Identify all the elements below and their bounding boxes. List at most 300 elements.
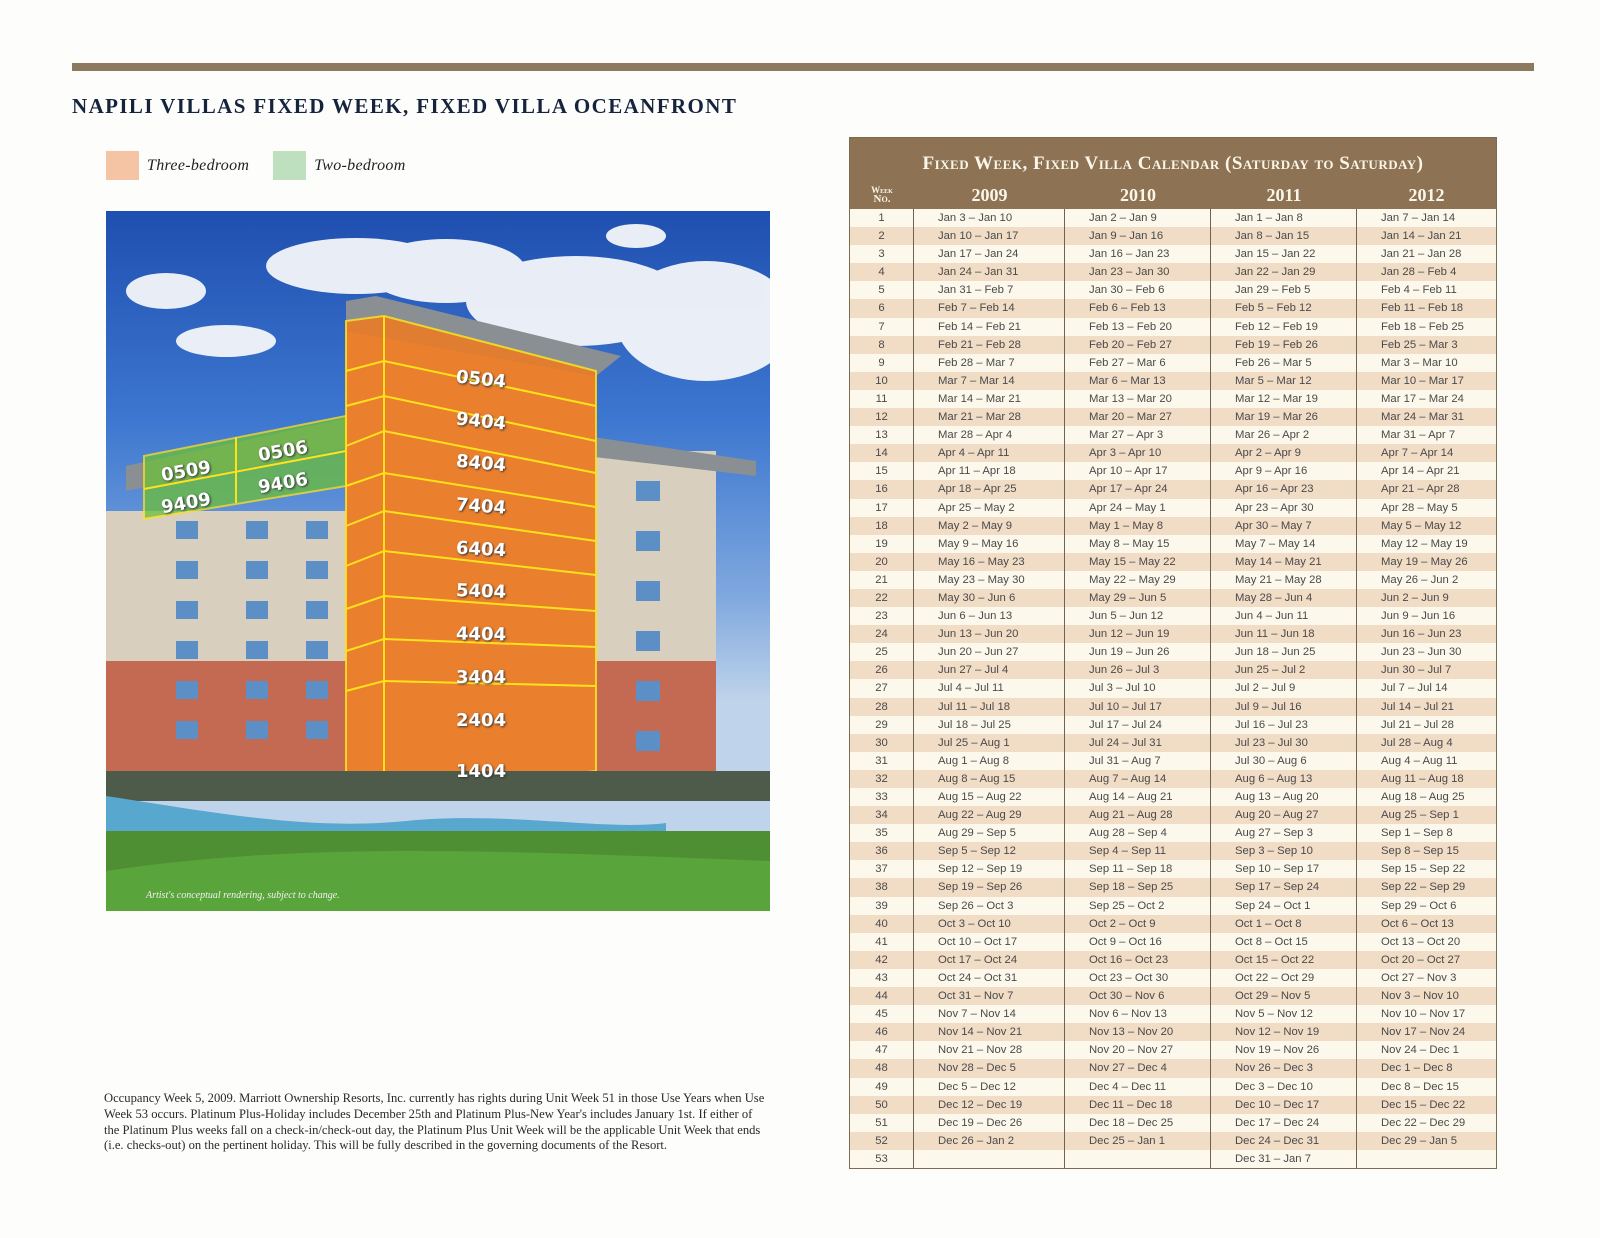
week-number-cell: 52 <box>850 1132 914 1150</box>
table-row <box>850 553 1496 571</box>
date-range-cell: Jul 7 – Jul 14 <box>1381 682 1448 695</box>
table-row <box>850 987 1496 1005</box>
week-number-cell: 13 <box>850 426 914 444</box>
date-range-cell: Jun 6 – Jun 13 <box>914 607 1065 625</box>
date-range-cell: Oct 8 – Oct 15 <box>1211 933 1357 951</box>
date-range-cell: May 12 – May 19 <box>1381 537 1468 550</box>
date-range-cell: Dec 19 – Dec 26 <box>914 1114 1065 1132</box>
date-range-cell: Jul 28 – Aug 4 <box>1381 736 1453 749</box>
date-range-cell: Jun 26 – Jul 3 <box>1065 661 1211 679</box>
legend-item-three-bedroom <box>106 151 249 180</box>
week-number-cell: 44 <box>850 987 914 1005</box>
date-range-cell: Aug 4 – Aug 11 <box>1381 754 1458 767</box>
week-number-cell: 18 <box>850 517 914 535</box>
date-range-cell: Oct 3 – Oct 10 <box>914 915 1065 933</box>
date-range-cell: Jul 10 – Jul 17 <box>1065 698 1211 716</box>
week-number-cell: 50 <box>850 1096 914 1114</box>
table-row <box>850 933 1496 951</box>
week-number-cell: 15 <box>850 462 914 480</box>
calendar-body <box>850 209 1496 1168</box>
week-number-cell: 40 <box>850 915 914 933</box>
table-row <box>850 227 1496 245</box>
date-range-cell: Jan 29 – Feb 5 <box>1211 281 1357 299</box>
table-row <box>850 372 1496 390</box>
date-range-cell: Jul 24 – Jul 31 <box>1065 734 1211 752</box>
week-number-cell: 25 <box>850 643 914 661</box>
week-number-cell: 45 <box>850 1005 914 1023</box>
building-rendering <box>106 211 770 911</box>
date-range-cell: Jan 7 – Jan 14 <box>1381 212 1456 224</box>
week-number-cell: 34 <box>850 806 914 824</box>
date-range-cell: Feb 14 – Feb 21 <box>914 318 1065 336</box>
date-range-cell: Apr 3 – Apr 10 <box>1065 444 1211 462</box>
date-range-cell: Jul 18 – Jul 25 <box>914 716 1065 734</box>
date-range-cell: Jul 9 – Jul 16 <box>1211 698 1357 716</box>
date-range-cell: Feb 12 – Feb 19 <box>1211 318 1357 336</box>
date-range-cell: Feb 20 – Feb 27 <box>1065 336 1211 354</box>
table-row <box>850 643 1496 661</box>
year-header-2011: 2011 <box>1266 185 1302 205</box>
date-range-cell: Jul 3 – Jul 10 <box>1065 679 1211 697</box>
date-range-cell: Nov 3 – Nov 10 <box>1381 990 1459 1003</box>
week-header-line: No. <box>873 193 891 205</box>
date-range-cell: Nov 13 – Nov 20 <box>1065 1023 1211 1041</box>
date-range-cell: Dec 10 – Dec 17 <box>1211 1096 1357 1114</box>
week-number-cell: 24 <box>850 625 914 643</box>
table-row <box>850 716 1496 734</box>
week-number-cell: 41 <box>850 933 914 951</box>
date-range-cell: Dec 25 – Jan 1 <box>1065 1132 1211 1150</box>
date-range-cell: Sep 18 – Sep 25 <box>1065 878 1211 896</box>
date-range-cell: Nov 19 – Nov 26 <box>1211 1041 1357 1059</box>
date-range-cell: Oct 29 – Nov 5 <box>1211 987 1357 1005</box>
date-range-cell: Aug 13 – Aug 20 <box>1211 788 1357 806</box>
footnote: Occupancy Week 5, 2009. Marriott Ownership Resorts, Inc. currently has rights during Unit Week 51 in those Use Years when Use Week 53 occurs. Platinum Plus-Holiday includes December 25th and Platinum Plus-New Year's includes January 1st. If either of the Platinum Plus weeks fall on a check-in/check-out day, the Platinum Plus Unit Week will be the applicable Unit Week that ends (i.e. checks-out) on the pertinent holiday. This will be fully described in the governing documents of the Resort. <box>104 1091 765 1153</box>
date-range-cell: Apr 7 – Apr 14 <box>1381 447 1454 460</box>
week-number-cell: 51 <box>850 1114 914 1132</box>
date-range-cell: Jul 14 – Jul 21 <box>1381 700 1454 713</box>
week-number-cell: 26 <box>850 661 914 679</box>
table-row <box>850 281 1496 299</box>
date-range-cell: Jan 10 – Jan 17 <box>914 227 1065 245</box>
date-range-cell: Jan 21 – Jan 28 <box>1381 248 1462 261</box>
date-range-cell: Sep 11 – Sep 18 <box>1065 860 1211 878</box>
unit-label: 6404 <box>455 537 507 562</box>
unit-label: 1404 <box>456 761 507 782</box>
date-range-cell: Sep 29 – Oct 6 <box>1381 899 1457 912</box>
date-range-cell: May 9 – May 16 <box>914 535 1065 553</box>
date-range-cell: Aug 18 – Aug 25 <box>1381 791 1465 803</box>
date-range-cell: May 1 – May 8 <box>1065 517 1211 535</box>
date-range-cell: Mar 24 – Mar 31 <box>1381 411 1464 424</box>
table-row <box>850 679 1496 697</box>
week-number-cell: 31 <box>850 752 914 770</box>
date-range-cell: Oct 24 – Oct 31 <box>914 969 1065 987</box>
table-row <box>850 299 1496 317</box>
date-range-cell: Mar 20 – Mar 27 <box>1065 408 1211 426</box>
table-row <box>850 1023 1496 1041</box>
rendering-caption: Artist's conceptual rendering, subject to change. <box>146 890 340 901</box>
table-row <box>850 480 1496 498</box>
date-range-cell: Jan 1 – Jan 8 <box>1211 209 1357 227</box>
date-range-cell: Feb 25 – Mar 3 <box>1381 338 1458 351</box>
date-range-cell: Oct 30 – Nov 6 <box>1065 987 1211 1005</box>
table-row <box>850 426 1496 444</box>
week-number-cell: 16 <box>850 480 914 498</box>
date-range-cell: May 2 – May 9 <box>914 517 1065 535</box>
table-row <box>850 589 1496 607</box>
date-range-cell: Mar 7 – Mar 14 <box>914 372 1065 390</box>
date-range-cell: Apr 10 – Apr 17 <box>1065 462 1211 480</box>
table-row <box>850 1005 1496 1023</box>
week-number-cell: 35 <box>850 824 914 842</box>
date-range-cell: Dec 26 – Jan 2 <box>914 1132 1065 1150</box>
date-range-cell: May 21 – May 28 <box>1211 571 1357 589</box>
table-row <box>850 698 1496 716</box>
date-range-cell: Feb 6 – Feb 13 <box>1065 299 1211 317</box>
week-number-cell: 43 <box>850 969 914 987</box>
unit-label: 4404 <box>455 623 507 646</box>
date-range-cell: Jan 16 – Jan 23 <box>1065 245 1211 263</box>
date-range-cell <box>1357 1150 1496 1168</box>
year-header-2012: 2012 <box>1408 185 1445 205</box>
table-row <box>850 752 1496 770</box>
unit-label: 0509 <box>159 456 213 487</box>
date-range-cell: Dec 1 – Dec 8 <box>1381 1062 1453 1075</box>
year-header-2010: 2010 <box>1120 185 1156 205</box>
date-range-cell: Aug 27 – Sep 3 <box>1211 824 1357 842</box>
table-row <box>850 770 1496 788</box>
date-range-cell: Jan 28 – Feb 4 <box>1381 266 1457 279</box>
date-range-cell: Dec 24 – Dec 31 <box>1211 1132 1357 1150</box>
date-range-cell: Oct 1 – Oct 8 <box>1211 915 1357 933</box>
date-range-cell: Mar 28 – Apr 4 <box>914 426 1065 444</box>
table-row <box>850 1041 1496 1059</box>
date-range-cell: Feb 26 – Mar 5 <box>1211 354 1357 372</box>
date-range-cell: Mar 19 – Mar 26 <box>1211 408 1357 426</box>
table-row <box>850 318 1496 336</box>
date-range-cell: Jul 17 – Jul 24 <box>1065 716 1211 734</box>
date-range-cell: Jul 4 – Jul 11 <box>914 679 1065 697</box>
date-range-cell: Mar 26 – Apr 2 <box>1211 426 1357 444</box>
week-number-cell: 48 <box>850 1059 914 1077</box>
date-range-cell: Jan 24 – Jan 31 <box>914 263 1065 281</box>
fixed-week-calendar-table <box>849 137 1497 1169</box>
date-range-cell: Sep 26 – Oct 3 <box>914 897 1065 915</box>
date-range-cell: Aug 29 – Sep 5 <box>914 824 1065 842</box>
date-range-cell: Nov 27 – Dec 4 <box>1065 1059 1211 1077</box>
date-range-cell: May 30 – Jun 6 <box>914 589 1065 607</box>
date-range-cell: Dec 5 – Dec 12 <box>914 1078 1065 1096</box>
week-number-cell: 47 <box>850 1041 914 1059</box>
top-divider-rule <box>72 63 1534 71</box>
date-range-cell: Jan 23 – Jan 30 <box>1065 263 1211 281</box>
calendar-title: Fixed Week, Fixed Villa Calendar (Saturday to Saturday) <box>850 138 1496 181</box>
week-number-cell: 6 <box>850 299 914 317</box>
date-range-cell: Apr 17 – Apr 24 <box>1065 480 1211 498</box>
table-row <box>850 951 1496 969</box>
unit-label: 9406 <box>256 468 310 499</box>
date-range-cell: Dec 8 – Dec 15 <box>1381 1080 1459 1093</box>
week-header-line: Week <box>871 185 893 195</box>
date-range-cell: Feb 13 – Feb 20 <box>1065 318 1211 336</box>
calendar-column-headers <box>850 181 1496 209</box>
date-range-cell: May 7 – May 14 <box>1211 535 1357 553</box>
date-range-cell: Jul 31 – Aug 7 <box>1065 752 1211 770</box>
table-row <box>850 1096 1496 1114</box>
date-range-cell: Jan 15 – Jan 22 <box>1211 245 1357 263</box>
date-range-cell: Jul 23 – Jul 30 <box>1211 734 1357 752</box>
week-number-cell: 5 <box>850 281 914 299</box>
date-range-cell: Jan 22 – Jan 29 <box>1211 263 1357 281</box>
date-range-cell: May 23 – May 30 <box>914 571 1065 589</box>
date-range-cell: Apr 24 – May 1 <box>1065 499 1211 517</box>
week-number-cell: 37 <box>850 860 914 878</box>
date-range-cell: Jan 2 – Jan 9 <box>1065 209 1211 227</box>
date-range-cell: May 14 – May 21 <box>1211 553 1357 571</box>
date-range-cell: Apr 2 – Apr 9 <box>1211 444 1357 462</box>
date-range-cell: Sep 22 – Sep 29 <box>1381 881 1466 894</box>
date-range-cell: Nov 20 – Nov 27 <box>1065 1041 1211 1059</box>
table-row <box>850 535 1496 553</box>
date-range-cell: Dec 11 – Dec 18 <box>1065 1096 1211 1114</box>
week-number-cell: 4 <box>850 263 914 281</box>
date-range-cell: Sep 10 – Sep 17 <box>1211 860 1357 878</box>
date-range-cell: Mar 13 – Mar 20 <box>1065 390 1211 408</box>
date-range-cell: Aug 21 – Aug 28 <box>1065 806 1211 824</box>
date-range-cell: Apr 21 – Apr 28 <box>1381 483 1460 496</box>
table-row <box>850 209 1496 227</box>
table-row <box>850 661 1496 679</box>
date-range-cell: Jun 18 – Jun 25 <box>1211 643 1357 661</box>
week-number-cell: 49 <box>850 1078 914 1096</box>
date-range-cell: Apr 28 – May 5 <box>1381 501 1458 514</box>
date-range-cell: Jun 2 – Jun 9 <box>1381 591 1449 604</box>
date-range-cell: Jun 16 – Jun 23 <box>1381 628 1462 641</box>
week-number-cell: 7 <box>850 318 914 336</box>
date-range-cell: Aug 15 – Aug 22 <box>914 788 1065 806</box>
date-range-cell: Nov 5 – Nov 12 <box>1211 1005 1357 1023</box>
date-range-cell: Apr 11 – Apr 18 <box>914 462 1065 480</box>
date-range-cell: Apr 25 – May 2 <box>914 499 1065 517</box>
date-range-cell: Dec 31 – Jan 7 <box>1211 1150 1357 1168</box>
date-range-cell: Mar 10 – Mar 17 <box>1381 374 1464 387</box>
table-row <box>850 969 1496 987</box>
date-range-cell: Jan 8 – Jan 15 <box>1211 227 1357 245</box>
week-number-cell: 3 <box>850 245 914 263</box>
date-range-cell: Feb 5 – Feb 12 <box>1211 299 1357 317</box>
week-number-cell: 21 <box>850 571 914 589</box>
date-range-cell: Jun 9 – Jun 16 <box>1381 610 1456 623</box>
table-row <box>850 354 1496 372</box>
date-range-cell: Oct 13 – Oct 20 <box>1381 935 1461 948</box>
week-number-cell: 32 <box>850 770 914 788</box>
date-range-cell: Jun 25 – Jul 2 <box>1211 661 1357 679</box>
unit-label: 9404 <box>455 408 508 435</box>
date-range-cell <box>914 1150 1065 1168</box>
unit-label: 7404 <box>455 494 507 519</box>
date-range-cell: Oct 23 – Oct 30 <box>1065 969 1211 987</box>
week-number-cell: 29 <box>850 716 914 734</box>
date-range-cell <box>1065 1150 1211 1168</box>
date-range-cell: Mar 14 – Mar 21 <box>914 390 1065 408</box>
two-bedroom-swatch <box>273 151 306 180</box>
date-range-cell: Aug 14 – Aug 21 <box>1065 788 1211 806</box>
date-range-cell: Oct 31 – Nov 7 <box>914 987 1065 1005</box>
date-range-cell: May 5 – May 12 <box>1381 519 1462 532</box>
date-range-cell: Apr 14 – Apr 21 <box>1381 465 1460 478</box>
week-number-cell: 39 <box>850 897 914 915</box>
date-range-cell: Oct 15 – Oct 22 <box>1211 951 1357 969</box>
date-range-cell: Jul 25 – Aug 1 <box>914 734 1065 752</box>
table-row <box>850 517 1496 535</box>
date-range-cell: Jul 11 – Jul 18 <box>914 698 1065 716</box>
date-range-cell: May 16 – May 23 <box>914 553 1065 571</box>
table-row <box>850 444 1496 462</box>
week-number-cell: 9 <box>850 354 914 372</box>
unit-label: 3404 <box>456 667 507 688</box>
week-number-cell: 11 <box>850 390 914 408</box>
date-range-cell: Apr 9 – Apr 16 <box>1211 462 1357 480</box>
date-range-cell: Mar 27 – Apr 3 <box>1065 426 1211 444</box>
three-bedroom-swatch <box>106 151 139 180</box>
date-range-cell: Sep 5 – Sep 12 <box>914 842 1065 860</box>
date-range-cell: Sep 12 – Sep 19 <box>914 860 1065 878</box>
date-range-cell: Dec 22 – Dec 29 <box>1381 1116 1466 1129</box>
date-range-cell: Sep 15 – Sep 22 <box>1381 863 1466 876</box>
table-row <box>850 571 1496 589</box>
legend-label: Three-bedroom <box>147 156 250 174</box>
week-number-cell: 20 <box>850 553 914 571</box>
unit-label: 9409 <box>159 488 213 519</box>
week-number-header <box>850 181 914 209</box>
week-number-cell: 28 <box>850 698 914 716</box>
date-range-cell: Jun 12 – Jun 19 <box>1065 625 1211 643</box>
week-number-cell: 2 <box>850 227 914 245</box>
date-range-cell: Apr 23 – Apr 30 <box>1211 499 1357 517</box>
date-range-cell: Sep 1 – Sep 8 <box>1381 827 1453 840</box>
date-range-cell: Sep 25 – Oct 2 <box>1065 897 1211 915</box>
date-range-cell: Feb 7 – Feb 14 <box>914 299 1065 317</box>
table-row <box>850 390 1496 408</box>
date-range-cell: Jul 21 – Jul 28 <box>1381 718 1454 731</box>
date-range-cell: May 22 – May 29 <box>1065 571 1211 589</box>
table-row <box>850 897 1496 915</box>
date-range-cell: Jun 20 – Jun 27 <box>914 643 1065 661</box>
week-number-cell: 23 <box>850 607 914 625</box>
date-range-cell: Sep 19 – Sep 26 <box>914 878 1065 896</box>
date-range-cell: Dec 18 – Dec 25 <box>1065 1114 1211 1132</box>
week-number-cell: 33 <box>850 788 914 806</box>
unit-label: 8404 <box>455 450 507 477</box>
date-range-cell: Dec 17 – Dec 24 <box>1211 1114 1357 1132</box>
date-range-cell: Sep 8 – Sep 15 <box>1381 845 1459 858</box>
date-range-cell: Aug 28 – Sep 4 <box>1065 824 1211 842</box>
week-number-cell: 17 <box>850 499 914 517</box>
date-range-cell: Aug 8 – Aug 15 <box>914 770 1065 788</box>
table-row <box>850 860 1496 878</box>
week-number-cell: 53 <box>850 1150 914 1168</box>
date-range-cell: Jan 3 – Jan 10 <box>914 209 1065 227</box>
date-range-cell: Oct 2 – Oct 9 <box>1065 915 1211 933</box>
date-range-cell: Dec 29 – Jan 5 <box>1381 1134 1457 1147</box>
table-row <box>850 1059 1496 1077</box>
legend <box>106 151 430 180</box>
date-range-cell: Feb 21 – Feb 28 <box>914 336 1065 354</box>
date-range-cell: Aug 11 – Aug 18 <box>1381 772 1464 785</box>
week-number-cell: 42 <box>850 951 914 969</box>
table-row <box>850 499 1496 517</box>
table-row <box>850 263 1496 281</box>
date-range-cell: Jun 5 – Jun 12 <box>1065 607 1211 625</box>
date-range-cell: Jul 16 – Jul 23 <box>1211 716 1357 734</box>
date-range-cell: Oct 27 – Nov 3 <box>1381 971 1457 984</box>
date-range-cell: Jun 23 – Jun 30 <box>1381 646 1462 659</box>
week-number-cell: 22 <box>850 589 914 607</box>
week-number-cell: 12 <box>850 408 914 426</box>
table-row <box>850 336 1496 354</box>
table-row <box>850 734 1496 752</box>
date-range-cell: Feb 28 – Mar 7 <box>914 354 1065 372</box>
date-range-cell: Nov 21 – Nov 28 <box>914 1041 1065 1059</box>
date-range-cell: Aug 20 – Aug 27 <box>1211 806 1357 824</box>
date-range-cell: Aug 1 – Aug 8 <box>914 752 1065 770</box>
table-row <box>850 788 1496 806</box>
date-range-cell: Oct 20 – Oct 27 <box>1381 953 1461 966</box>
date-range-cell: Apr 4 – Apr 11 <box>914 444 1065 462</box>
date-range-cell: Jan 31 – Feb 7 <box>914 281 1065 299</box>
date-range-cell: Aug 7 – Aug 14 <box>1065 770 1211 788</box>
date-range-cell: May 15 – May 22 <box>1065 553 1211 571</box>
date-range-cell: Jul 2 – Jul 9 <box>1211 679 1357 697</box>
date-range-cell: May 8 – May 15 <box>1065 535 1211 553</box>
date-range-cell: Nov 26 – Dec 3 <box>1211 1059 1357 1077</box>
date-range-cell: Mar 5 – Mar 12 <box>1211 372 1357 390</box>
week-number-cell: 30 <box>850 734 914 752</box>
date-range-cell: Jan 30 – Feb 6 <box>1065 281 1211 299</box>
date-range-cell: Feb 11 – Feb 18 <box>1381 302 1464 315</box>
week-number-cell: 14 <box>850 444 914 462</box>
table-row <box>850 462 1496 480</box>
date-range-cell: Feb 19 – Feb 26 <box>1211 336 1357 354</box>
date-range-cell: Sep 17 – Sep 24 <box>1211 878 1357 896</box>
date-range-cell: Apr 18 – Apr 25 <box>914 480 1065 498</box>
date-range-cell: Nov 10 – Nov 17 <box>1381 1008 1466 1021</box>
table-row <box>850 607 1496 625</box>
table-row <box>850 806 1496 824</box>
date-range-cell: Aug 22 – Aug 29 <box>914 806 1065 824</box>
date-range-cell: Oct 17 – Oct 24 <box>914 951 1065 969</box>
week-number-cell: 38 <box>850 878 914 896</box>
week-number-cell: 10 <box>850 372 914 390</box>
date-range-cell: Jun 30 – Jul 7 <box>1381 664 1452 677</box>
date-range-cell: Aug 6 – Aug 13 <box>1211 770 1357 788</box>
table-row <box>850 824 1496 842</box>
week-number-cell: 19 <box>850 535 914 553</box>
table-row <box>850 1078 1496 1096</box>
date-range-cell: Mar 31 – Apr 7 <box>1381 429 1456 442</box>
table-row <box>850 842 1496 860</box>
date-range-cell: Jan 9 – Jan 16 <box>1065 227 1211 245</box>
date-range-cell: Feb 4 – Feb 11 <box>1381 284 1457 297</box>
week-number-cell: 8 <box>850 336 914 354</box>
date-range-cell: Jun 4 – Jun 11 <box>1211 607 1357 625</box>
date-range-cell: Dec 3 – Dec 10 <box>1211 1078 1357 1096</box>
table-row <box>850 408 1496 426</box>
unit-label: 0506 <box>256 436 310 467</box>
date-range-cell: Jan 17 – Jan 24 <box>914 245 1065 263</box>
date-range-cell: Sep 3 – Sep 10 <box>1211 842 1357 860</box>
